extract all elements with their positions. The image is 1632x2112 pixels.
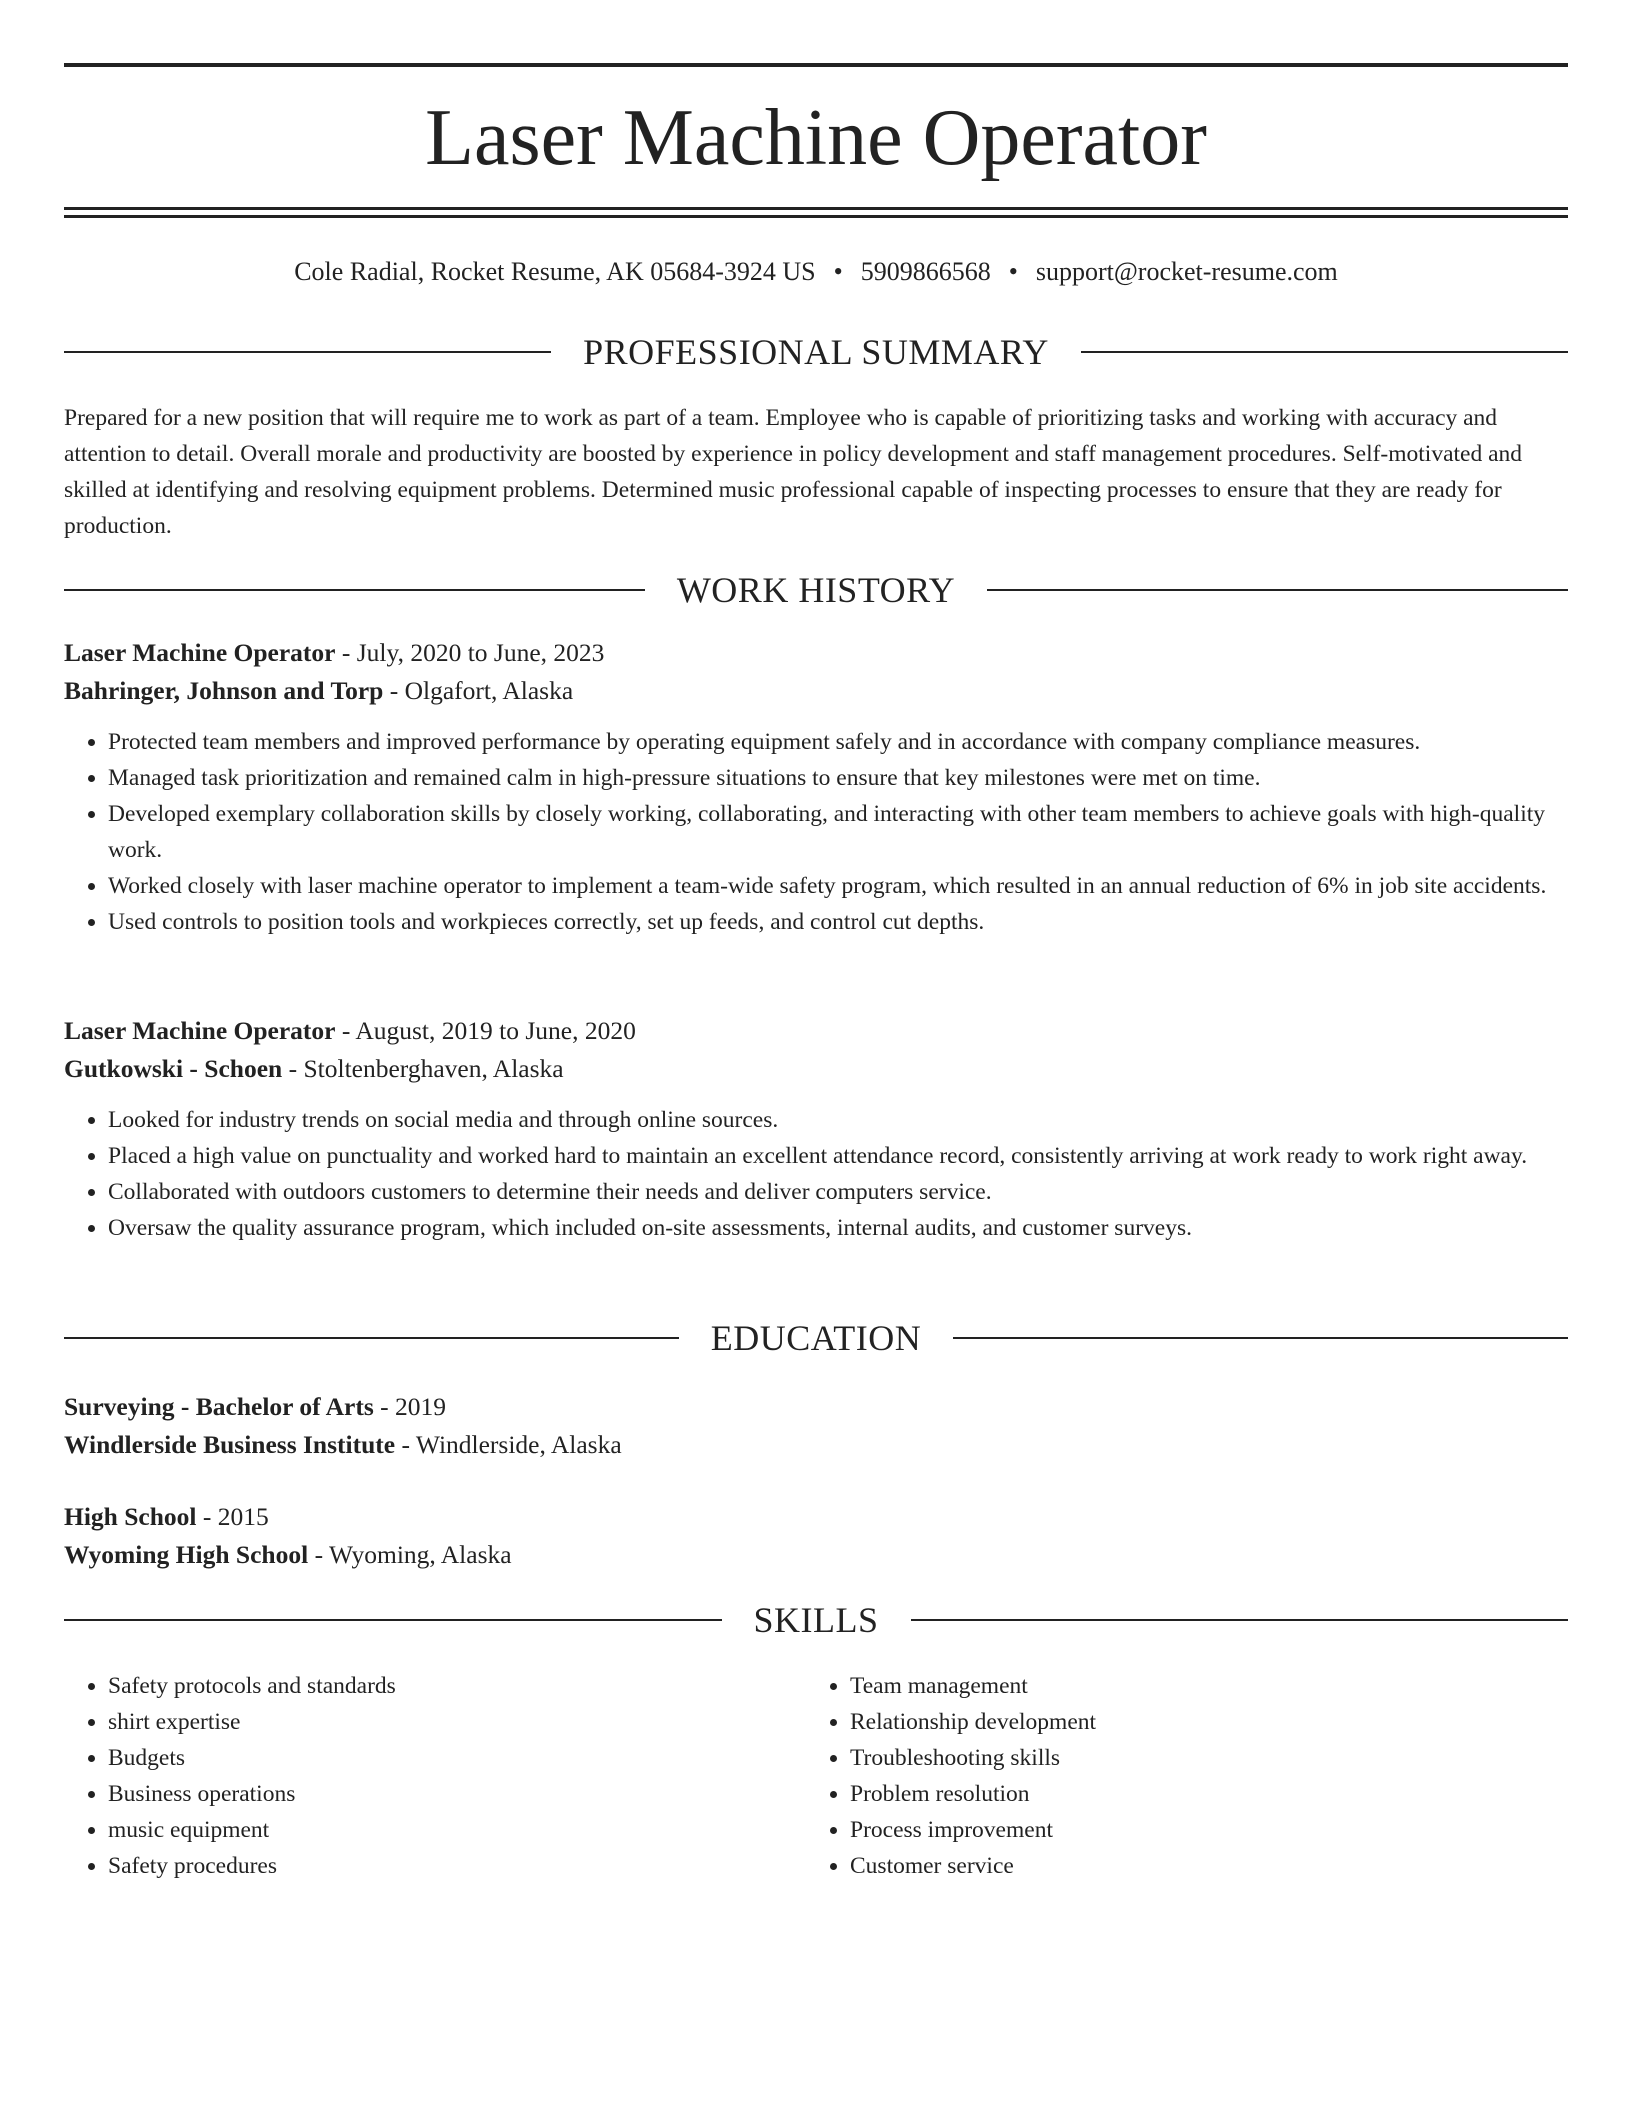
list-item: • Business operations <box>108 1776 806 1812</box>
education-year: - 2019 <box>373 1392 447 1421</box>
list-item: • Safety procedures <box>108 1848 806 1884</box>
contact-separator: • <box>833 257 843 286</box>
list-item: • Protected team members and improved performance by operating equipment safely and in accordance with company compliance measures. <box>108 724 1568 760</box>
list-item: • Used controls to position tools and workpieces correctly, set up feeds, and control cut depths. <box>108 904 1568 940</box>
contact-phone: 5909866568 <box>860 257 991 286</box>
list-item: • Placed a high value on punctuality and worked hard to maintain an excellent attendance record, consistently arriving at work ready to work right away. <box>108 1138 1568 1174</box>
list-item: • Budgets <box>108 1740 806 1776</box>
heading-rule-left <box>64 1337 679 1339</box>
education-year: - 2015 <box>196 1502 269 1531</box>
section-heading-work-history <box>64 568 1568 612</box>
heading-rule-left <box>64 589 645 591</box>
section-heading-skills <box>64 1598 1568 1642</box>
list-item: • shirt expertise <box>108 1704 806 1740</box>
section-title: SKILLS <box>753 1600 879 1640</box>
contact-address: Cole Radial, Rocket Resume, AK 05684-3924 US <box>294 257 816 286</box>
education-school-line <box>64 1536 1568 1574</box>
education-location: - Wyoming, Alaska <box>308 1540 512 1569</box>
job-dates: - August, 2019 to June, 2020 <box>335 1016 636 1045</box>
job-title: Laser Machine Operator <box>64 638 336 667</box>
section-heading-summary <box>64 330 1568 374</box>
contact-separator: • <box>1008 257 1018 286</box>
education-degree: Surveying - Bachelor of Arts <box>64 1392 374 1421</box>
job-entry <box>64 1012 1568 1246</box>
contact-line <box>64 254 1568 290</box>
education-school: Windlerside Business Institute <box>64 1430 396 1459</box>
list-item: • Safety protocols and standards <box>108 1668 806 1704</box>
list-item: • Troubleshooting skills <box>850 1740 1548 1776</box>
education-entry <box>64 1388 1568 1464</box>
heading-rule-right <box>987 589 1568 591</box>
summary-text: Prepared for a new position that will require me to work as part of a team. Employee who is capable of prioritizing tasks and working with accuracy and attention to detail. Overall morale and productivity are boosted by experience in policy development and staff management procedures. Self-motivated and skilled at identifying and resolving equipment problems. Determined music professional capable of inspecting processes to ensure that they are ready for production. <box>64 405 1523 539</box>
section-title: EDUCATION <box>710 1318 922 1358</box>
job-company-line <box>64 672 1568 710</box>
section-title: WORK HISTORY <box>676 570 956 610</box>
education-school-line <box>64 1426 1568 1464</box>
job-dates: - July, 2020 to June, 2023 <box>335 638 605 667</box>
education-location: - Windlerside, Alaska <box>395 1430 622 1459</box>
education-school: Wyoming High School <box>64 1540 309 1569</box>
skills-list-left <box>64 1668 806 1884</box>
education-degree-line <box>64 1388 1568 1426</box>
header-double-rule-upper <box>64 207 1568 210</box>
job-company: Bahringer, Johnson and Torp <box>64 676 384 705</box>
list-item: • music equipment <box>108 1812 806 1848</box>
heading-rule-right <box>1081 351 1568 353</box>
skills-columns <box>64 1668 1568 1884</box>
header-top-rule <box>64 63 1568 67</box>
job-title-line <box>64 1012 1568 1050</box>
heading-rule-left <box>64 351 551 353</box>
list-item: • Collaborated with outdoors customers to determine their needs and deliver computers service. <box>108 1174 1568 1210</box>
education-entry <box>64 1498 1568 1574</box>
job-title-line <box>64 634 1568 672</box>
list-item: • Problem resolution <box>850 1776 1548 1812</box>
list-item: • Customer service <box>850 1848 1548 1884</box>
list-item: • Process improvement <box>850 1812 1548 1848</box>
list-item: • Worked closely with laser machine operator to implement a team-wide safety program, which resulted in an annual reduction of 6% in job site accidents. <box>108 868 1568 904</box>
list-item: • Relationship development <box>850 1704 1548 1740</box>
education-degree: High School <box>64 1502 197 1531</box>
list-item: • Managed task prioritization and remained calm in high-pressure situations to ensure that key milestones were met on time. <box>108 760 1568 796</box>
education-degree-line <box>64 1498 1568 1536</box>
job-bullets <box>64 724 1568 940</box>
header-double-rule-lower <box>64 215 1568 218</box>
heading-rule-left <box>64 1619 722 1621</box>
contact-email: support@rocket-resume.com <box>1035 257 1338 286</box>
list-item: • Oversaw the quality assurance program, which included on-site assessments, internal audits, and customer surveys. <box>108 1210 1568 1246</box>
heading-rule-right <box>953 1337 1568 1339</box>
resume-title: Laser Machine Operator <box>425 94 1207 182</box>
job-entry <box>64 634 1568 940</box>
job-company-line <box>64 1050 1568 1088</box>
heading-rule-right <box>911 1619 1569 1621</box>
section-heading-education <box>64 1316 1568 1360</box>
job-location: - Olgafort, Alaska <box>383 676 574 705</box>
job-bullets <box>64 1102 1568 1246</box>
list-item: • Developed exemplary collaboration skills by closely working, collaborating, and interacting with other team members to achieve goals with high-quality work. <box>108 796 1568 868</box>
section-title: PROFESSIONAL SUMMARY <box>583 332 1049 372</box>
list-item: • Team management <box>850 1668 1548 1704</box>
list-item: • Looked for industry trends on social media and through online sources. <box>108 1102 1568 1138</box>
skills-list-right <box>806 1668 1548 1884</box>
job-title: Laser Machine Operator <box>64 1016 336 1045</box>
job-company: Gutkowski - Schoen <box>64 1054 283 1083</box>
job-location: - Stoltenberghaven, Alaska <box>282 1054 564 1083</box>
